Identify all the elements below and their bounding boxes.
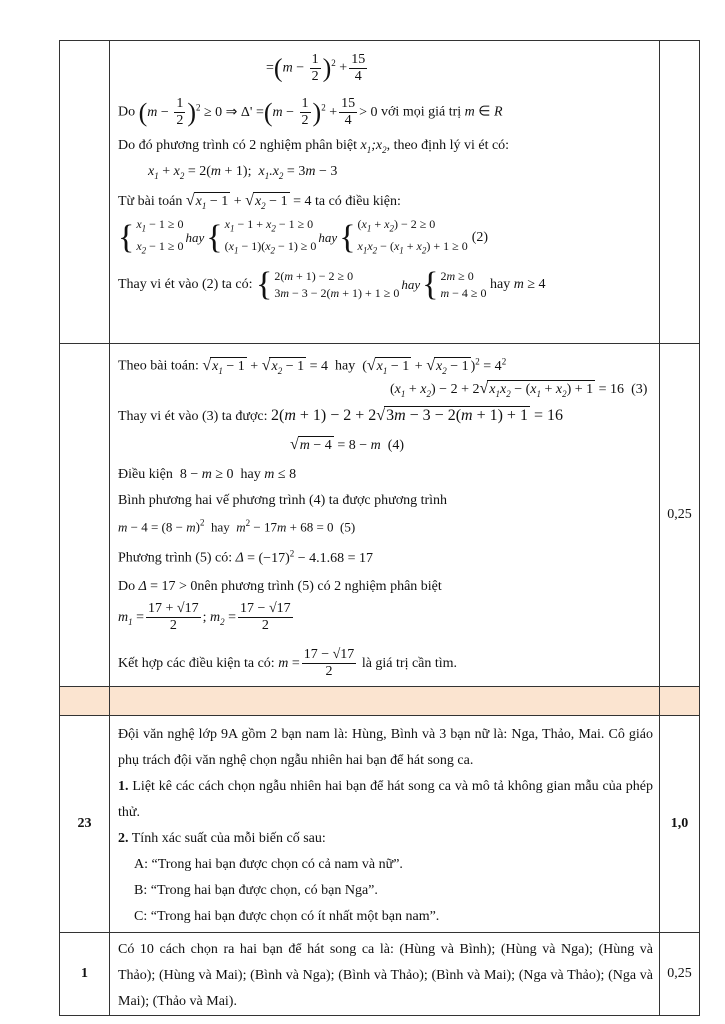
question-number-cell: 23 <box>60 715 110 932</box>
text-line: Từ bài toán $√x_1 - 1 + √x_2 - 1 = 4$ ta có điều kiện: <box>118 187 653 215</box>
math-line: $m - 4 = (8 - m)^2$ hay $m^2 - 17m + 68 = 0$ (5) <box>118 518 356 535</box>
text-line: Bình phương hai vế phương trình (4) ta được phương trình <box>118 493 448 508</box>
math-line: $m_1$ = $\frac{17 + √17}{2}$ ; $m_2$ = $\frac{17 - √17}{2}$ <box>118 601 291 634</box>
math-line: =(m − $\frac{1}{2}$ )$^2$ + $\frac{15}{4}$ <box>266 51 366 84</box>
score-cell: 1,0 <box>660 715 700 932</box>
event-b: B: “Trong hai bạn được chọn, có bạn Nga”. <box>134 882 378 898</box>
question-number-cell <box>60 41 110 344</box>
question-part-1: 1. Liệt kê các cách chọn ngẫu nhiên hai bạn để hát song ca và mô tả không gian mẫu của phép thử. <box>118 778 653 820</box>
text-line: Điều kiện 8 − m ≥ 0 hay m ≤ 8 <box>118 467 297 482</box>
question-part-2: 2. Tính xác suất của mỗi biến cố sau: <box>118 830 326 846</box>
question-cell <box>110 715 660 932</box>
table-row <box>60 686 700 715</box>
band-cell <box>660 686 700 715</box>
solution-table <box>59 40 700 1016</box>
solution-cell <box>110 41 660 344</box>
conclusion-line: Kết hợp các điều kiện ta có: m = $\frac{17 - √17}{2}$ là giá trị cần tìm. <box>118 647 458 680</box>
event-a: A: “Trong hai bạn được chọn có cả nam và nữ”. <box>134 856 403 872</box>
condition-system: { $x_1 - 1 \ge 0$ $x_2 - 1 \ge 0$ hay { $x_1 - 1 + x_2 - 1 \ge 0$ $(x_1 - 1)(x_2 - 1) \ge 0$ hay { $(x_1 + x_2) - 2 \ge 0$ $x_1x_2 - (x_1 + x_2) + 1 \ge 0$ (2) <box>118 217 489 256</box>
math-line: Do (m − $\frac{1}{2}$ )$^2$ ≥ 0 ⇒ Δ' =(m − $\frac{1}{2}$ )$^2$ + $\frac{15}{4}$ > 0 với mọi giá trị m ∈ R <box>118 95 503 128</box>
math-line: $x_1 + x_2 = 2(m + 1)$; $x_1.x_2 = 3m - 3$ <box>148 163 338 181</box>
text-line: Do Δ = 17 > 0nên phương trình (5) có 2 nghiệm phân biệt <box>118 578 442 594</box>
table-row <box>60 344 700 687</box>
score-cell: 0,25 <box>660 344 700 687</box>
math-line: Thay vi ét vào (3) ta được: 2(m + 1) − 2 + 2√3m − 3 − 2(m + 1) + 1 = 16 <box>118 407 563 424</box>
answer-cell: Có 10 cách chọn ra hai bạn để hát song ca là: (Hùng và Bình); (Hùng và Nga); (Hùng và Thảo); (Hùng và Mai); (Bình và Nga); (Bình và Thảo); (Bình và Mai); (Nga và Thảo); (Nga và Mai); (Thảo và Mai). <box>110 932 660 1015</box>
math-line: Theo bài toán: $√x_1 - 1 + √x_2 - 1 = 4$ hay ($√x_1 - 1 + √x_2 - 1$ )$^2 = 4^2$ <box>118 346 653 376</box>
table-row <box>60 932 700 1015</box>
table-row <box>60 715 700 932</box>
event-c: C: “Trong hai bạn được chọn có ít nhất một bạn nam”. <box>134 908 440 924</box>
band-cell <box>60 686 110 715</box>
math-line: $(x_1 + x_2) - 2 + 2√x_1x_2 - (x_1 + x_2) + 1 = 16$ (3) <box>118 376 653 402</box>
question-text: Đội văn nghệ lớp 9A gồm 2 bạn nam là: Hùng, Bình và 3 bạn nữ là: Nga, Thảo, Mai. Cô giáo phụ trách đội văn nghệ chọn ngẫu nhiên hai bạn để hát song ca. <box>118 726 653 768</box>
math-line: Phương trình (5) có: $\Delta = (-17)^2 - 4.1.68 = 17$ <box>118 548 374 566</box>
condition-system: Thay vi ét vào (2) ta có: { 2(m + 1) − 2 ≥ 0 3m − 3 − 2(m + 1) + 1 ≥ 0 hay { 2m ≥ 0 m − 4 ≥ 0 hay m ≥ 4 <box>118 265 546 303</box>
score-cell <box>660 41 700 344</box>
band-cell <box>110 686 660 715</box>
text-line: Do đó phương trình có 2 nghiệm phân biệt $x_1;x_2$, theo định lý vi ét có: <box>118 138 510 155</box>
question-number-cell <box>60 344 110 687</box>
table-row <box>60 41 700 344</box>
math-line: √m − 4 = 8 − m (4) <box>290 436 405 453</box>
solution-cell <box>110 344 660 687</box>
score-cell: 0,25 <box>660 932 700 1015</box>
part-number-cell: 1 <box>60 932 110 1015</box>
